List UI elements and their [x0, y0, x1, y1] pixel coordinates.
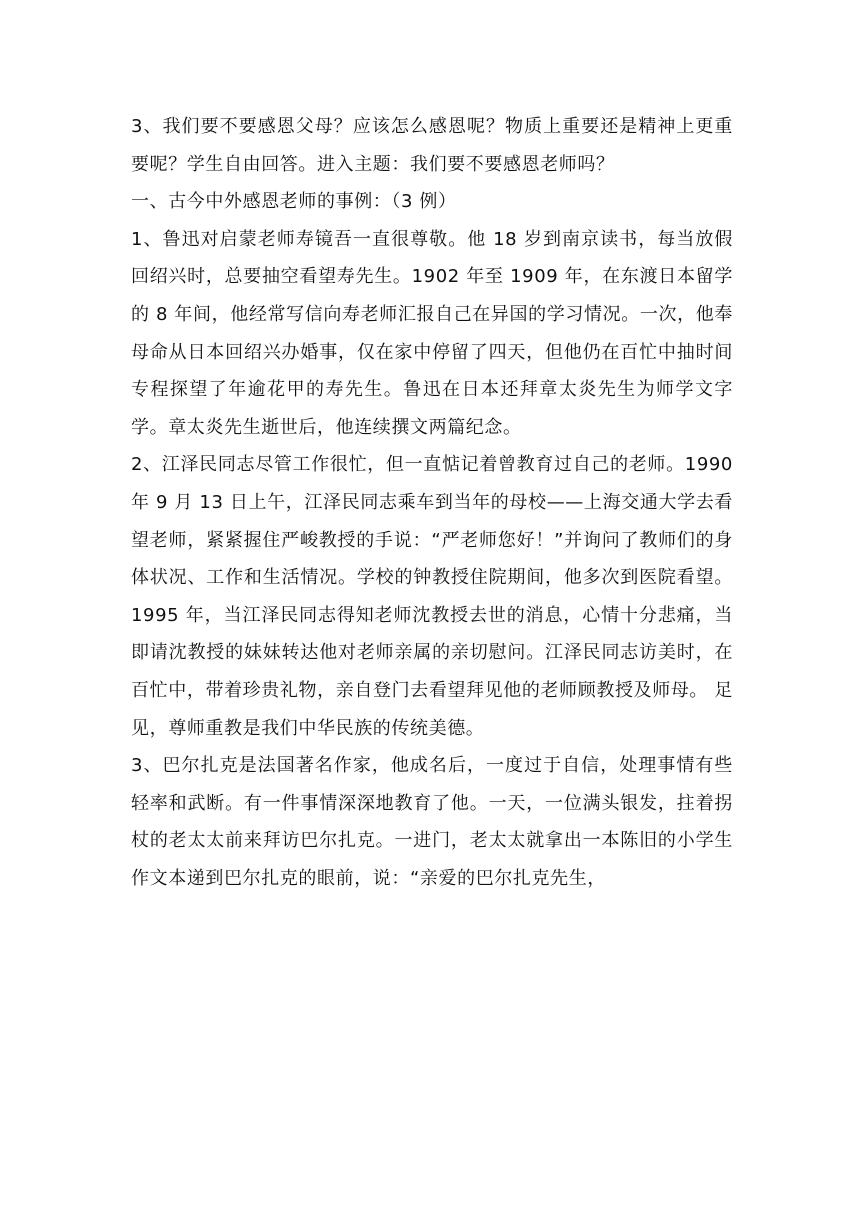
paragraph-gratitude-parents-question: 3、我们要不要感恩父母？应该怎么感恩呢？物质上重要还是精神上更重要呢？学生自由回答。进入主题：我们要不要感恩老师吗？: [131, 116, 733, 175]
document-body: [131, 108, 733, 897]
paragraph-example-balzac: 3、巴尔扎克是法国著名作家，他成名后，一度过于自信，处理事情有些轻率和武断。有一件事情深深地教育了他。一天，一位满头银发，拄着拐杖的老太太前来拜访巴尔扎克。一进门，老太太就拿出一本陈旧的小学生作文本递到巴尔扎克的眼前，说：“亲爱的巴尔扎克先生，: [131, 755, 733, 889]
section-heading-teacher-examples: 一、古今中外感恩老师的事例：（3 例）: [131, 191, 457, 213]
paragraph-example-jiang-zemin: 2、江泽民同志尽管工作很忙，但一直惦记着曾教育过自己的老师。1990 年 9 月 13 日上午，江泽民同志乘车到当年的母校——上海交通大学去看望老师，紧紧握住严峻教授的手说：“严老师您好！”并询问了教师们的身体状况、工作和生活情况。学校的钟教授住院期间，他多次到医院看望。1995 年，当江泽民同志得知老师沈教授去世的消息，心情十分悲痛，当即请沈教授的妹妹转达他对老师亲属的亲切慰问。江泽民同志访美时，在百忙中，带着珍贵礼物，亲自登门去看望拜见他的老师顾教授及师母。 足见，尊师重教是我们中华民族的传统美德。: [131, 454, 733, 739]
paragraph-example-lu-xun: 1、鲁迅对启蒙老师寿镜吾一直很尊敬。他 18 岁到南京读书，每当放假回绍兴时，总要抽空看望寿先生。1902 年至 1909 年，在东渡日本留学的 8 年间，他经常写信向寿老师汇报自己在异国的学习情况。一次，他奉母命从日本回绍兴办婚事，仅在家中停留了四天，但他仍在百忙中抽时间专程探望了年逾花甲的寿先生。鲁迅在日本还拜章太炎先生为师学文字学。章太炎先生逝世后，他连续撰文两篇纪念。: [131, 228, 733, 438]
